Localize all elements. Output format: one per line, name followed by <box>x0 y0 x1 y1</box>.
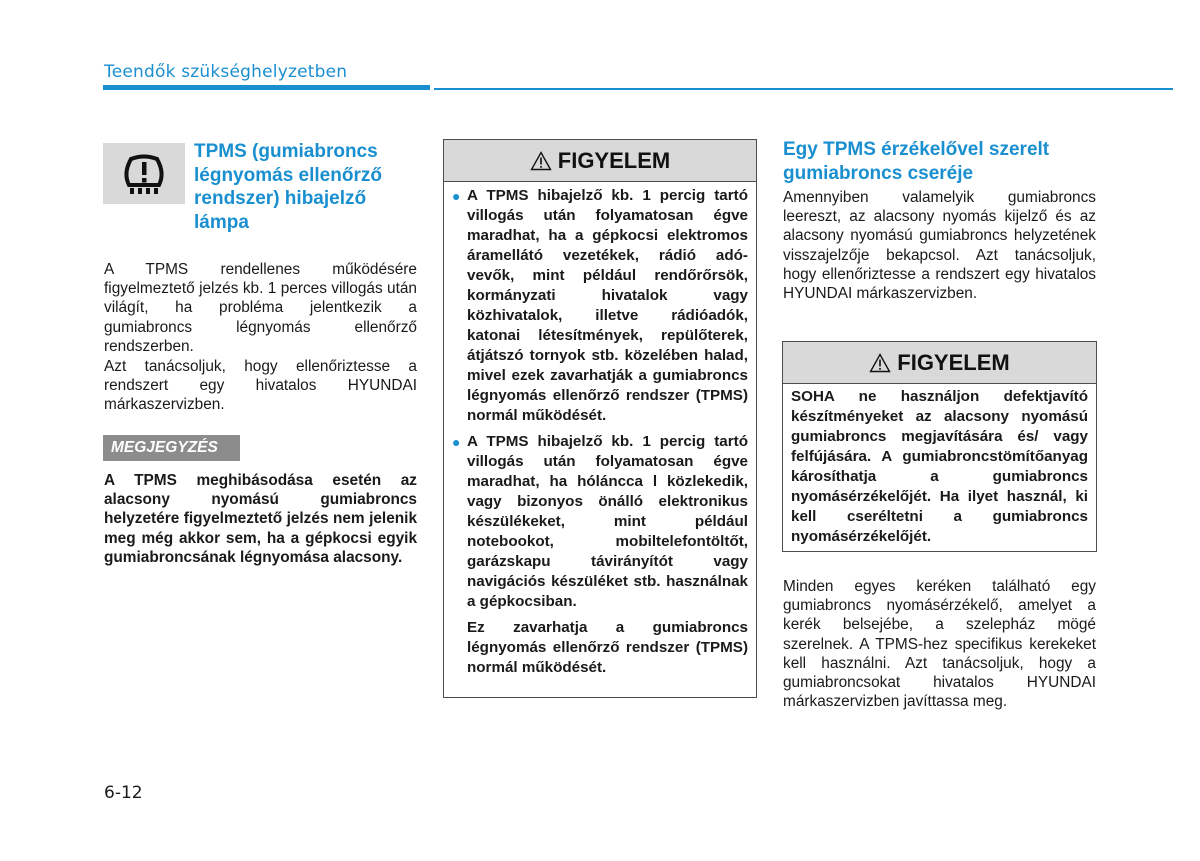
sensor-paragraph-1: Amennyiben valamelyik gumiabroncs leereszt, az alacsony nyomás kijelző és az alacsony nyomású gumiabroncs helyzetének visszajelzője bekapcsol. Azt tanácsoljuk, hogy ellenőriztesse a rendszert egy hivatalos HYUNDAI márkaszervizben. <box>783 189 1096 303</box>
section-header-title: Teendők szükséghelyzetben <box>104 62 348 82</box>
warning-label-2: FIGYELEM <box>897 349 1010 375</box>
header-rule-thick <box>103 85 430 90</box>
warning-triangle-icon <box>530 151 552 171</box>
note-text: A TPMS meghibásodása esetén az alacsony nyomású gumiabroncs helyzetére figyelmeztető jelzés nem jelenik meg még akkor sem, ha a gépkocsi egyik gumiabroncsának légnyomása alacsony. <box>104 472 417 566</box>
tpms-paragraph-1: A TPMS rendellenes működésére figyelmeztető jelzés kb. 1 perces villogás után világít, ha probléma jelentkezik a gumiabroncs légnyomás ellenőrző rendszerben. <box>104 261 417 355</box>
warning-box-1 <box>443 139 757 698</box>
warning-header-2 <box>783 342 1096 384</box>
tpms-warning-light-icon <box>103 143 185 204</box>
sensor-paragraph-2: Minden egyes keréken található egy gumiabroncs nyomásérzékelő, amelyet a kerék belsejébe, a szelepház mögé szerelnek. A TPMS-hez specifikus kerekeket kell használni. Azt tanácsoljuk, hogy a gumiabroncsokat hivatalos HYUNDAI márkaszervizben javíttassa meg. <box>783 578 1096 711</box>
warning-text-2: SOHA ne használjon defektjavító készítményeket az alacsony nyomású gumiabroncs megjavítására és/ vagy felfújására. A gumiabroncstömítőanyag károsíthatja a gumiabroncs nyomásérzékelőjét. Ha ilyet használ, ki kell cseréltetni a gumiabroncs nyomásérzékelőjét. <box>791 388 1088 545</box>
warning-triangle-icon <box>869 353 891 373</box>
tpms-paragraph-2: Azt tanácsoljuk, hogy ellenőriztesse a rendszert egy hivatalos HYUNDAI márkaszervizben. <box>104 358 417 414</box>
warning-header-1 <box>444 140 756 182</box>
warning-box-2 <box>782 341 1097 552</box>
tpms-section-title: TPMS (gumiabroncs légnyomás ellenőrző rendszer) hibajelző lámpa <box>194 141 382 233</box>
bullet-icon: ● <box>452 434 461 450</box>
warning-item: ● A TPMS hibajelző kb. 1 percig tartó villogás után folyamatosan égve maradhat, ha hóláncca l közlekedik, vagy bizonyos önálló elektronikus készülékeket, mint például notebookot, mobiltelefontöltőt, garázskapu távirányítót vagy navigációs készüléket stb. használnak a gépkocsiban. <box>452 433 748 610</box>
warning-label-1: FIGYELEM <box>557 147 671 173</box>
bullet-icon: ● <box>452 188 461 204</box>
header-rule-thin <box>434 88 1173 90</box>
page-number: 6-12 <box>104 783 143 803</box>
note-label: MEGJEGYZÉS <box>103 435 240 461</box>
warning-extra-text: Ez zavarhatja a gumiabroncs légnyomás ellenőrző rendszer (TPMS) normál működését. <box>467 619 748 676</box>
sensor-replacement-title: Egy TPMS érzékelővel szerelt gumiabroncs cseréje <box>783 139 1050 184</box>
warning-item: ● A TPMS hibajelző kb. 1 percig tartó villogás után folyamatosan égve maradhat, ha a gépkocsi elektromos áramellátó vezetékek, rádió adó-vevők, mint például rendőrőrsök, kormányzati hivatalok vagy közhivatalok, illetve rádióadók, katonai létesítmények, repülőterek, átjátszó tornyok stb. közelében halad, mivel ezek zavarhatják a gumiabroncs légnyomás ellenőrző rendszer (TPMS) normál működését. <box>452 187 748 424</box>
